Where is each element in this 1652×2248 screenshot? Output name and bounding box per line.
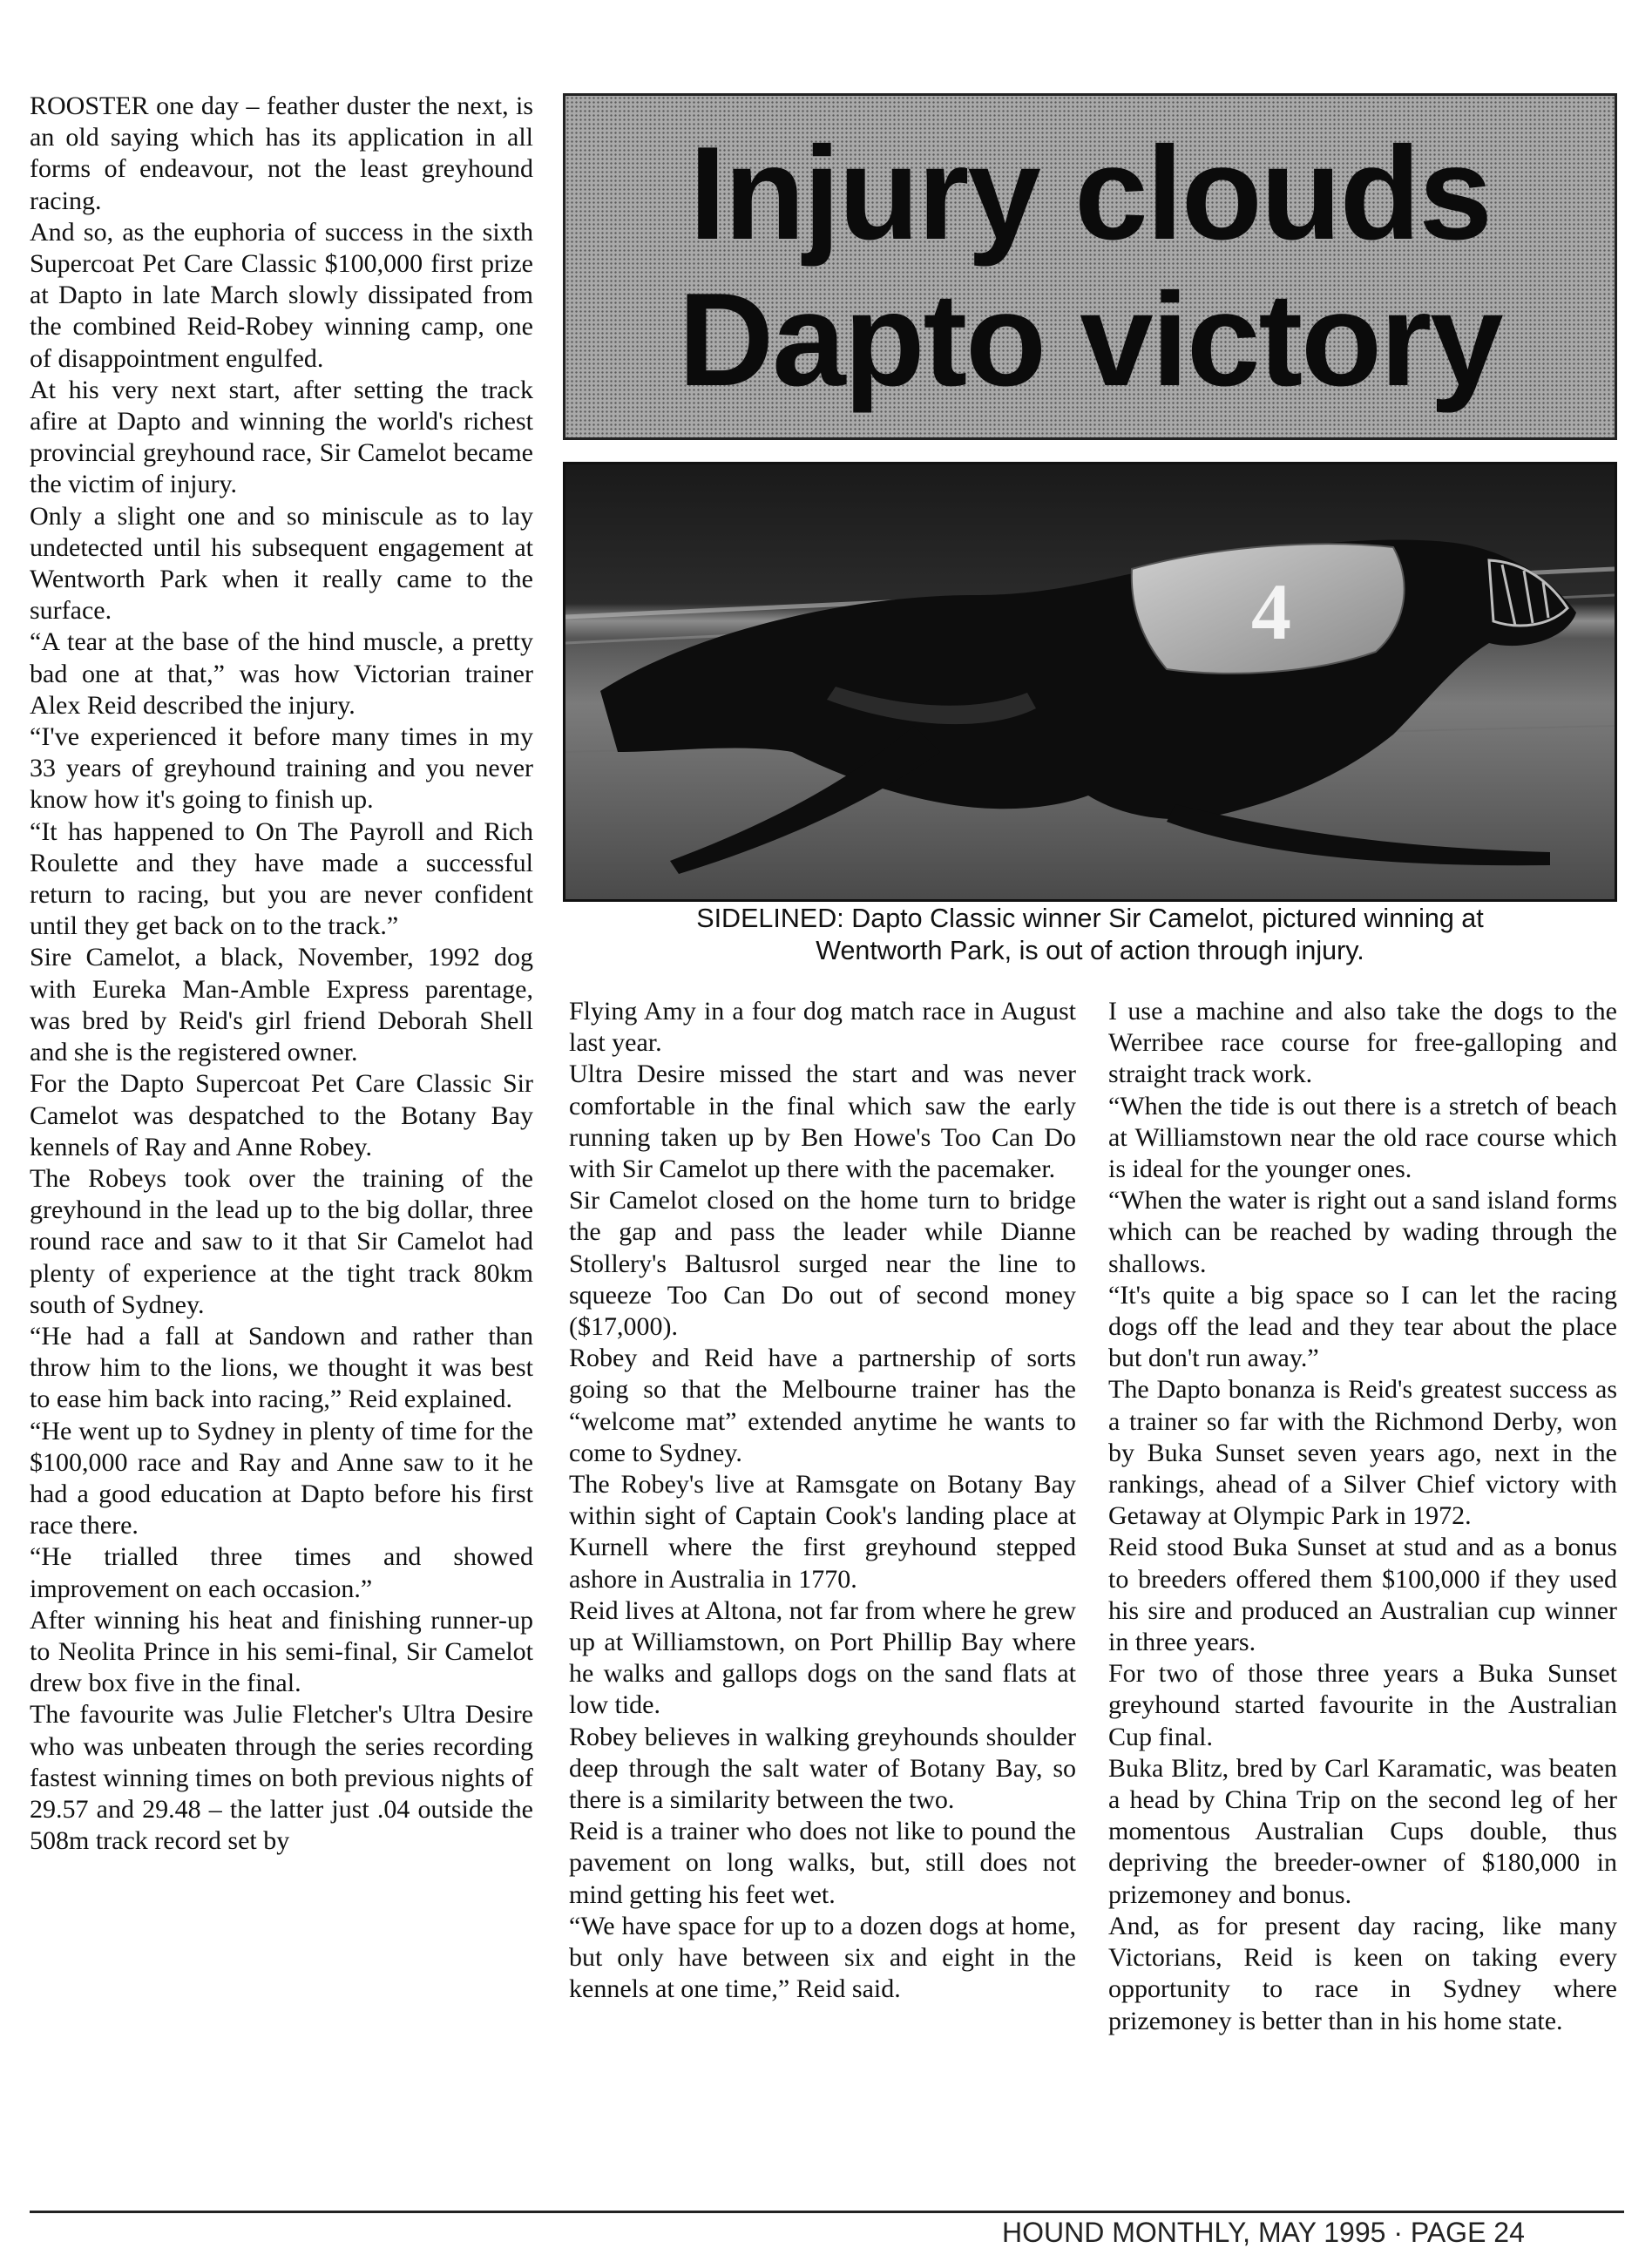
article-paragraph: “He trialled three times and showed improvement on each occasion.”: [30, 1542, 533, 1603]
article-paragraph: The Robey's live at Ramsgate on Botany Bay within sight of Captain Cook's landing place at Kurnell where the first greyhound stepped ashore in Australia in 1770.: [569, 1470, 1076, 1594]
footer-rule: [30, 2211, 1624, 2213]
article-paragraph: “When the tide is out there is a stretch of beach at Williamstown near the old race course which is ideal for the younger ones.: [1108, 1091, 1617, 1184]
article-paragraph: “It's quite a big space so I can let the racing dogs off the lead and they tear about the place but don't run away.”: [1108, 1280, 1617, 1373]
article-paragraph: Sir Camelot closed on the home turn to bridge the gap and pass the leader while Dianne Stollery's Baltusrol surged near the line to squeeze Too Can Do out of second money ($17,000).: [569, 1186, 1076, 1342]
article-paragraph: Robey believes in walking greyhounds shoulder deep through the salt water of Botany Bay, so there is a similarity between the two.: [569, 1722, 1076, 1815]
article-paragraph: I use a machine and also take the dogs to the Werribee race course for free-galloping and straight track work.: [1108, 997, 1617, 1089]
page-footer: HOUND MONTHLY, MAY 1995 · PAGE 24: [1002, 2217, 1525, 2248]
headline-box: [563, 93, 1617, 440]
article-paragraph: “He went up to Sydney in plenty of time for the $100,000 race and Ray and Anne saw to it he had a good education at Dapto before his first race there.: [30, 1416, 533, 1540]
article-paragraph: ROOSTER one day – feather duster the next, is an old saying which has its application in all forms of endeavour, not the least greyhound racing.: [30, 91, 533, 215]
article-paragraph: For the Dapto Supercoat Pet Care Classic Sir Camelot was despatched to the Botany Bay kennels of Ray and Anne Robey.: [30, 1069, 533, 1161]
article-paragraph: The Robeys took over the training of the greyhound in the lead up to the big dollar, three round race and saw to it that Sir Camelot had plenty of experience at the tight track 80km south of Sydney.: [30, 1163, 533, 1319]
greyhound-photo: [563, 462, 1617, 902]
article-paragraph: The favourite was Julie Fletcher's Ultra Desire who was unbeaten through the series recording fastest winning times on both previous nights of 29.57 and 29.48 – the latter just .04 outside the 508m track record set by: [30, 1700, 533, 1856]
caption-line-1: SIDELINED: Dapto Classic winner Sir Camelot, pictured winning at: [696, 904, 1484, 933]
article-paragraph: At his very next start, after setting the track afire at Dapto and winning the world's richest provincial greyhound race, Sir Camelot became the victim of injury.: [30, 375, 533, 499]
headline-line-1: Injury clouds: [689, 119, 1491, 267]
caption-line-2: Wentworth Park, is out of action through injury.: [816, 936, 1364, 965]
article-paragraph: Sire Camelot, a black, November, 1992 dog with Eureka Man-Amble Express parentage, was bred by Reid's girl friend Deborah Shell and she is the registered owner.: [30, 943, 533, 1067]
article-column-1: [30, 91, 533, 1857]
article-column-2: [569, 996, 1076, 2006]
article-paragraph: The Dapto bonanza is Reid's greatest success as a trainer so far with the Richmond Derby, won by Buka Sunset seven years ago, next in the rankings, ahead of a Silver Chief victory with Getaway at Olympic Park in 1972.: [1108, 1375, 1617, 1531]
article-paragraph: “We have space for up to a dozen dogs at home, but only have between six and eight in the kennels at one time,” Reid said.: [569, 1911, 1076, 2004]
photo-caption: [563, 903, 1617, 967]
article-column-3: [1108, 996, 1617, 2037]
article-paragraph: “When the water is right out a sand island forms which can be reached by wading through the shallows.: [1108, 1186, 1617, 1278]
article-paragraph: “He had a fall at Sandown and rather than throw him to the lions, we thought it was best to ease him back into racing,” Reid explained.: [30, 1321, 533, 1414]
headline-line-2: Dapto victory: [678, 266, 1502, 414]
article-paragraph: For two of those three years a Buka Sunset greyhound started favourite in the Australian Cup final.: [1108, 1659, 1617, 1751]
article-paragraph: Reid stood Buka Sunset at stud and as a bonus to breeders offered them $100,000 if they used his sire and produced an Australian cup winner in three years.: [1108, 1533, 1617, 1657]
article-paragraph: Reid lives at Altona, not far from where he grew up at Williamstown, on Port Phillip Bay where he walks and gallops dogs on the sand flats at low tide.: [569, 1595, 1076, 1720]
article-paragraph: Buka Blitz, bred by Carl Karamatic, was beaten a head by China Trip on the second leg of her momentous Australian Cups double, thus depriving the breeder-owner of $180,000 in prizemoney and bonus.: [1108, 1753, 1617, 1909]
article-paragraph: “It has happened to On The Payroll and Rich Roulette and they have made a successful return to racing, but you are never confident until they get back on to the track.”: [30, 816, 533, 941]
article-paragraph: “A tear at the base of the hind muscle, a pretty bad one at that,” was how Victorian trainer Alex Reid described the injury.: [30, 627, 533, 720]
article-paragraph: And, as for present day racing, like many Victorians, Reid is keen on taking every opportunity to race in Sydney where prizemoney is better than in his home state.: [1108, 1911, 1617, 2035]
article-paragraph: Flying Amy in a four dog match race in August last year.: [569, 997, 1076, 1058]
article-paragraph: Ultra Desire missed the start and was never comfortable in the final which saw the early running taken up by Ben Howe's Too Can Do with Sir Camelot up there with the pacemaker.: [569, 1060, 1076, 1184]
article-paragraph: And so, as the euphoria of success in the sixth Supercoat Pet Care Classic $100,000 first prize at Dapto in late March slowly dissipated from the combined Reid-Robey winning camp, one of disappointment engulfed.: [30, 217, 533, 373]
article-paragraph: Robey and Reid have a partnership of sorts going so that the Melbourne trainer has the “welcome mat” extended anytime he wants to come to Sydney.: [569, 1344, 1076, 1467]
article-paragraph: Reid is a trainer who does not like to pound the pavement on long walks, but, still does not mind getting his feet wet.: [569, 1817, 1076, 1909]
article-paragraph: Only a slight one and so miniscule as to lay undetected until his subsequent engagement at Wentworth Park when it really came to the surface.: [30, 501, 533, 626]
article-paragraph: After winning his heat and finishing runner-up to Neolita Prince in his semi-final, Sir Camelot drew box five in the final.: [30, 1605, 533, 1698]
article-paragraph: “I've experienced it before many times in my 33 years of greyhound training and you never know how it's going to finish up.: [30, 722, 533, 815]
race-coat-number: 4: [1251, 567, 1291, 656]
